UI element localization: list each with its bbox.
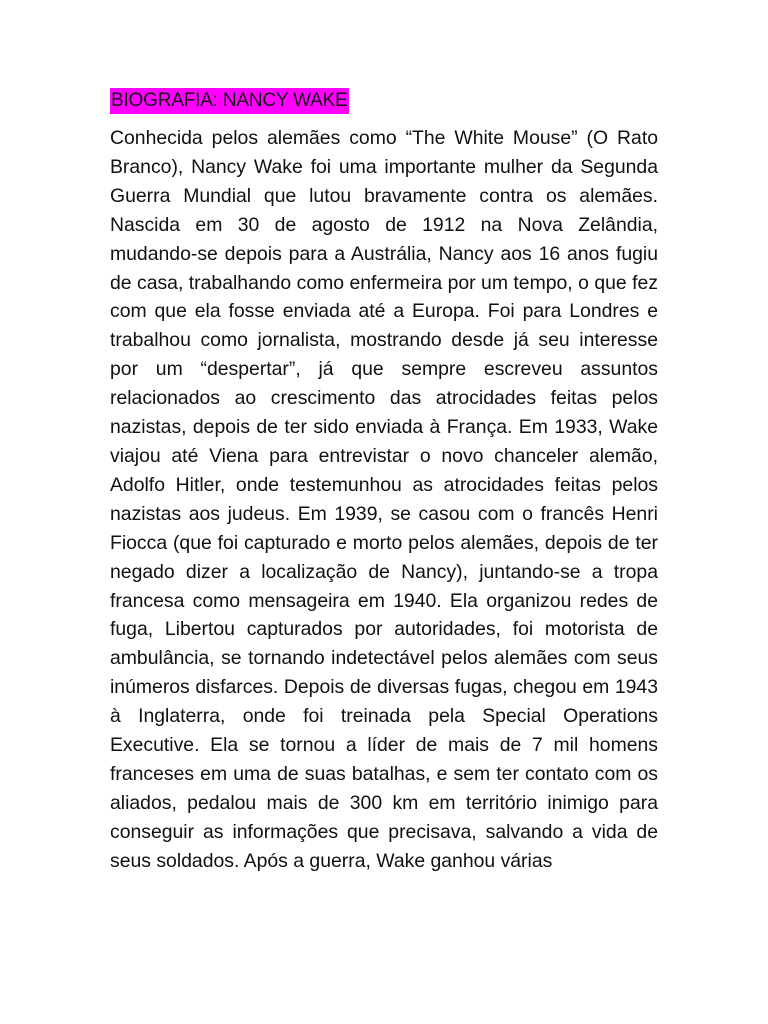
document-title: BIOGRAFIA: NANCY WAKE	[110, 88, 349, 114]
body-paragraph: Conhecida pelos alemães como “The White Mouse” (O Rato Branco), Nancy Wake foi uma importante mulher da Segunda Guerra Mundial que lutou bravamente contra os alemães. Nascida em 30 de agosto de 1912 na Nova Zelândia, mudando-se depois para a Austrália, Nancy aos 16 anos fugiu de casa, trabalhando como enfermeira por um tempo, o que fez com que ela fosse enviada até a Europa. Foi para Londres e trabalhou como jornalista, mostrando desde já seu interesse por um “despertar”, já que sempre escreveu assuntos relacionados ao crescimento das atrocidades feitas pelos nazistas, depois de ter sido enviada à França. Em 1933, Wake viajou até Viena para entrevistar o novo chanceler alemão, Adolfo Hitler, onde testemunhou as atrocidades feitas pelos nazistas aos judeus. Em 1939, se casou com o francês Henri Fiocca (que foi capturado e morto pelos alemães, depois de ter negado dizer a localização de Nancy), juntando-se a tropa francesa como mensageira em 1940. Ela organizou redes de fuga, Libertou capturados por autoridades, foi motorista de ambulância, se tornando indetectável pelos alemães com seus inúmeros disfarces. Depois de diversas fugas, chegou em 1943 à Inglaterra, onde foi treinada pela Special Operations Executive. Ela se tornou a líder de mais de 7 mil homens franceses em uma de suas batalhas, e sem ter contato com os aliados, pedalou mais de 300 km em território inimigo para conseguir as informações que precisava, salvando a vida de seus soldados. Após a guerra, Wake ganhou várias	[110, 127, 658, 872]
document-page	[110, 88, 658, 876]
